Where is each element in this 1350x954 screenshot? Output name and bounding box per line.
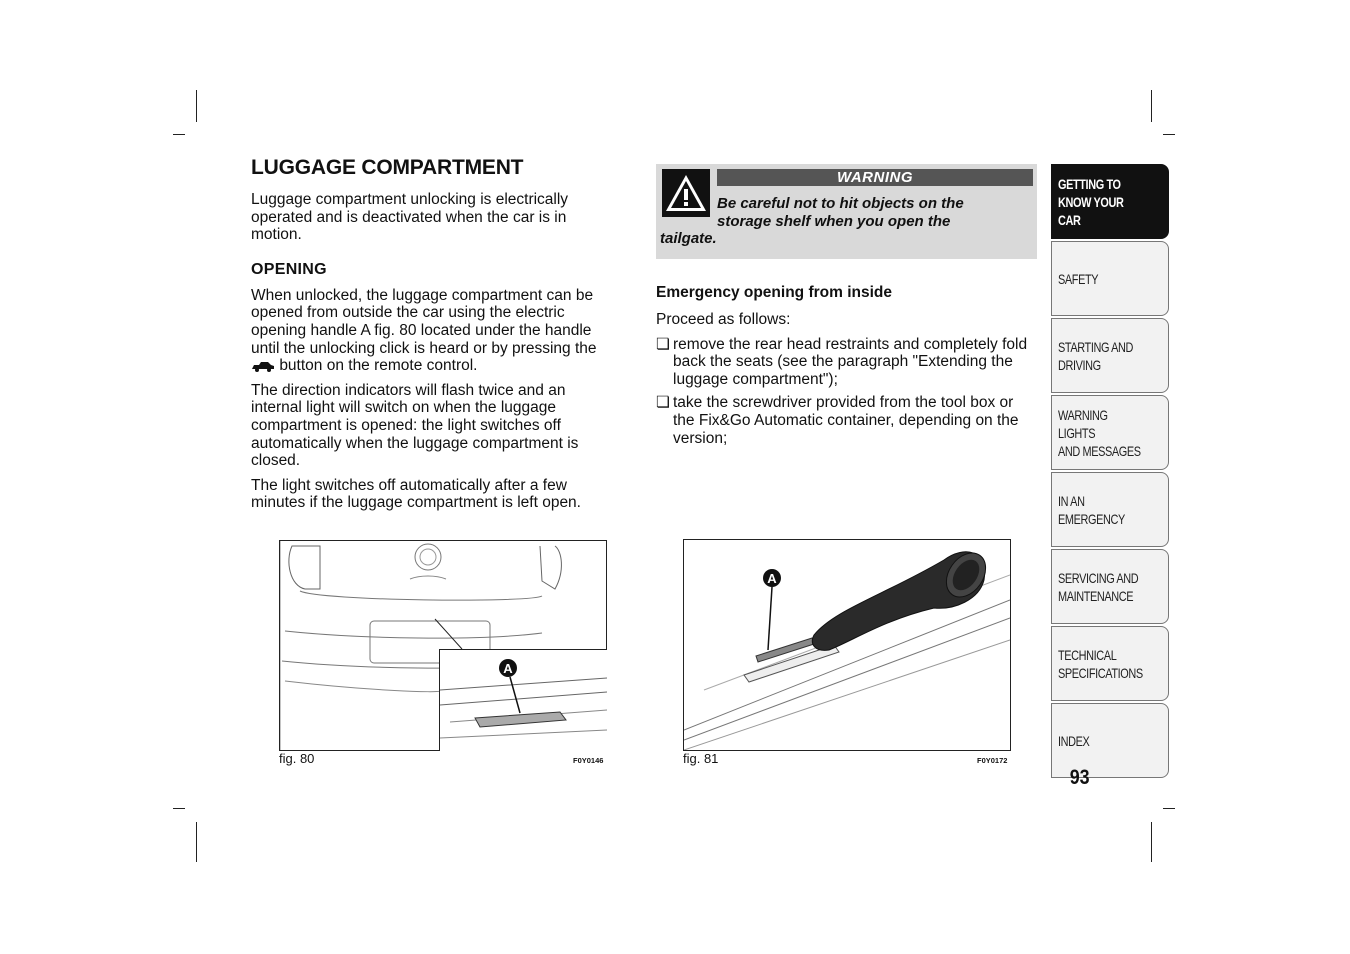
tab-index[interactable]	[1051, 703, 1169, 778]
list-item-text: take the screwdriver provided from the tool box or the Fix&Go Automatic container, depending on the version;	[673, 394, 1019, 447]
crop-mark	[1151, 822, 1152, 862]
checkbox-bullet-icon: ❏	[656, 335, 670, 353]
tab-safety[interactable]	[1051, 241, 1169, 316]
tab-label: SAFETY	[1058, 270, 1099, 287]
detail-inset	[439, 649, 607, 751]
figure-caption: fig. 81	[683, 751, 719, 766]
middle-column	[656, 284, 1031, 453]
crop-mark	[1151, 90, 1152, 122]
tab-technical-specifications[interactable]	[1051, 626, 1169, 701]
tab-label: WARNING LIGHTS AND MESSAGES	[1058, 406, 1141, 459]
light-paragraph: The light switches off automatically after a few minutes if the luggage compartment is left open.	[251, 476, 581, 512]
section-title: OPENING	[251, 260, 327, 278]
warning-heading: WARNING	[717, 169, 1033, 186]
tab-in-an-emergency[interactable]	[1051, 472, 1169, 547]
figure-code: F0Y0172	[977, 756, 1008, 765]
page-number: 93	[1069, 766, 1090, 789]
crop-mark	[173, 134, 185, 135]
indicators-paragraph: The direction indicators will flash twice and an internal light will switch on when the luggage compartment is opened: the light switches off automatically when the luggage compartment is closed.	[251, 381, 579, 470]
warning-line: storage shelf when you open the	[717, 212, 951, 230]
tab-warning-lights[interactable]	[1051, 395, 1169, 470]
list-item	[656, 394, 1031, 447]
warning-text	[660, 195, 1032, 248]
intro-paragraph: Luggage compartment unlocking is electrically operated and is deactivated when the car is in motion.	[251, 191, 569, 244]
callout-label-a: A	[767, 571, 777, 586]
tab-getting-to-know-your-car[interactable]	[1051, 164, 1169, 239]
opening-paragraph	[251, 287, 613, 375]
tab-starting-and-driving[interactable]	[1051, 318, 1169, 393]
tab-label: IN AN EMERGENCY	[1058, 492, 1125, 527]
warning-box	[656, 164, 1037, 259]
opening-text: When unlocked, the luggage compartment can be opened from outside the car using the electric opening handle A fig. 80 located under the handle until the unlocking click is heard or by pressing the	[251, 286, 597, 357]
opening-text-end: button on the remote control.	[279, 357, 478, 375]
crop-mark	[196, 822, 197, 862]
warning-line: tailgate.	[660, 230, 717, 247]
figure-code: F0Y0146	[573, 756, 604, 765]
crop-mark	[173, 808, 185, 809]
tab-label: TECHNICAL SPECIFICATIONS	[1058, 646, 1143, 681]
checkbox-bullet-icon: ❏	[656, 394, 670, 412]
tab-label: INDEX	[1058, 732, 1090, 749]
list-item	[656, 336, 1031, 389]
handle-detail-illustration	[440, 650, 607, 751]
figure-caption: fig. 80	[279, 751, 315, 766]
figure-81	[683, 539, 1011, 751]
list-item-text: remove the rear head restraints and completely fold back the seats (see the paragraph "Extending the luggage compartment");	[673, 335, 1028, 388]
callout-label-a: A	[503, 661, 513, 676]
emergency-title: Emergency opening from inside	[656, 284, 892, 301]
car-trunk-icon	[251, 360, 275, 372]
proceed-text: Proceed as follows:	[656, 311, 791, 328]
tab-servicing[interactable]	[1051, 549, 1169, 624]
crop-mark	[1163, 808, 1175, 809]
crop-mark	[1163, 134, 1175, 135]
tab-label: GETTING TO KNOW YOUR CAR	[1058, 175, 1124, 228]
left-column	[251, 156, 613, 519]
warning-line: Be careful not to hit objects on the	[717, 195, 964, 212]
figure-80	[279, 540, 607, 751]
crop-mark	[196, 90, 197, 122]
screwdriver-illustration	[684, 540, 1010, 750]
chapter-tabs	[1051, 164, 1169, 780]
tab-label: SERVICING AND MAINTENANCE	[1058, 569, 1139, 604]
page-title: LUGGAGE COMPARTMENT	[251, 156, 524, 179]
tab-label: STARTING AND DRIVING	[1058, 338, 1134, 373]
